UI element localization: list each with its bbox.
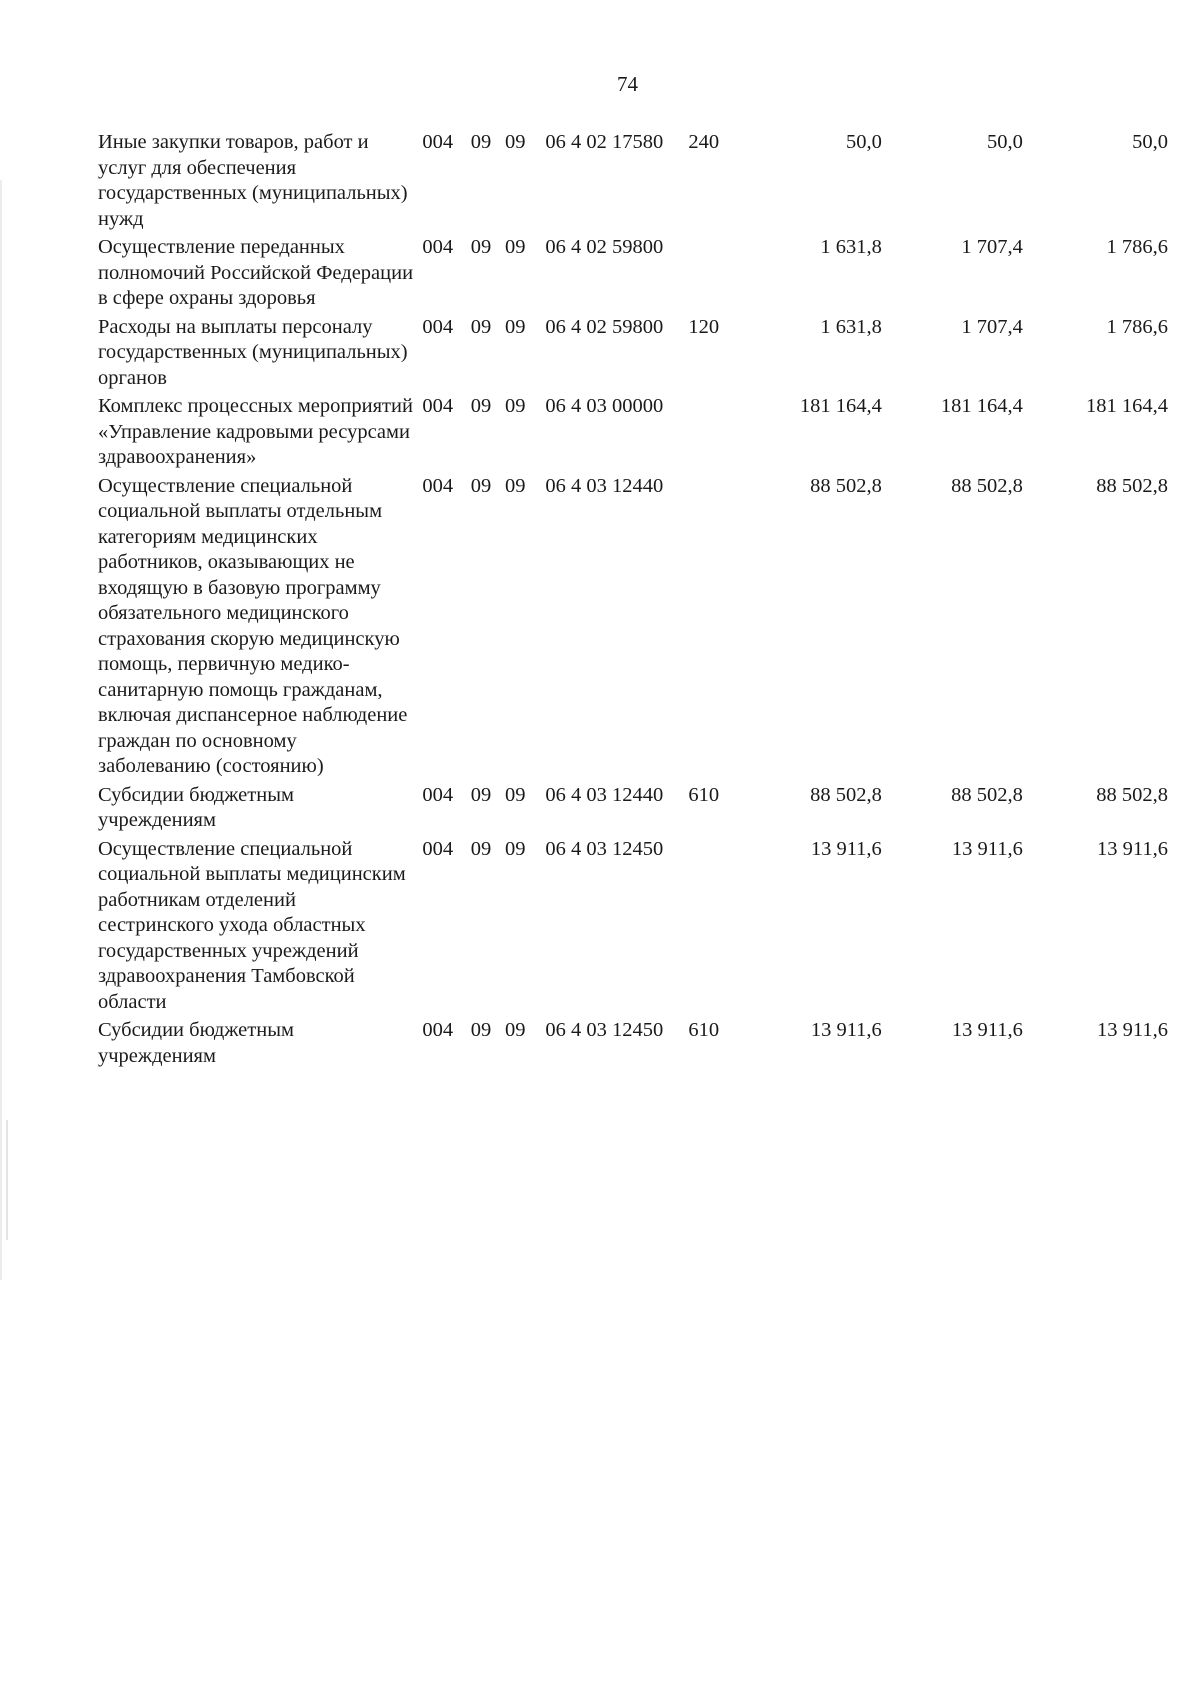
expense-type-code: 240 <box>688 131 720 153</box>
section-code: 09 <box>470 236 492 258</box>
table-body <box>98 130 1168 1072</box>
section-code: 09 <box>470 474 492 497</box>
expense-name: Иные закупки товаров, работ и услуг для обеспечения государственных (муниципальных) нужд <box>98 131 408 230</box>
budget-table <box>98 130 1168 1072</box>
table-row <box>98 474 1168 783</box>
amount-year-2: 88 502,8 <box>951 474 1023 497</box>
subsection-code: 09 <box>505 783 526 806</box>
expense-name: Осуществление переданных полномочий Российской Федерации в сфере охраны здоровья <box>98 236 414 309</box>
amount-year-1: 181 164,4 <box>799 395 882 417</box>
subsection-code: 09 <box>505 1019 526 1041</box>
section-code: 09 <box>470 783 492 806</box>
table-row <box>98 783 1168 837</box>
target-article-code: 06 4 03 12440 <box>545 474 664 497</box>
table-row <box>98 315 1168 395</box>
target-article-code: 06 4 02 59800 <box>545 236 664 258</box>
expense-type-code <box>688 394 750 474</box>
section-code: 09 <box>470 1019 492 1041</box>
section-code: 09 <box>470 131 492 153</box>
amount-year-3: 1 786,6 <box>1106 315 1168 338</box>
expense-name: Расходы на выплаты персоналу государственных (муниципальных) органов <box>98 315 408 389</box>
ministry-code: 004 <box>422 783 454 806</box>
expense-name: Осуществление специальной социальной выплаты отдельным категориям медицинских работников, оказывающих не входящую в базовую программу обязательного медицинского страхования скорую медицинскую помощь, первичную медико-санитарную помощь гражданам, включая диспансерное наблюдение граждан по основному заболеванию (состоянию) <box>98 474 408 777</box>
table-row <box>98 394 1168 474</box>
amount-year-2: 1 707,4 <box>961 315 1023 338</box>
ministry-code: 004 <box>422 395 454 417</box>
amount-year-1: 50,0 <box>845 131 882 153</box>
amount-year-1: 13 911,6 <box>810 837 882 860</box>
scan-edge-mark <box>6 1120 8 1240</box>
amount-year-2: 13 911,6 <box>951 837 1023 860</box>
table-row <box>98 130 1168 235</box>
target-article-code: 06 4 03 12450 <box>545 1019 664 1041</box>
amount-year-3: 181 164,4 <box>1086 395 1168 417</box>
amount-year-3: 13 911,6 <box>1097 1019 1168 1041</box>
section-code: 09 <box>470 837 492 860</box>
table-row <box>98 1018 1168 1072</box>
target-article-code: 06 4 03 12440 <box>545 783 664 806</box>
amount-year-3: 50,0 <box>1132 131 1168 153</box>
ministry-code: 004 <box>422 315 454 338</box>
target-article-code: 06 4 02 17580 <box>545 131 664 153</box>
target-article-code: 06 4 03 12450 <box>545 837 664 860</box>
amount-year-1: 1 631,8 <box>820 236 882 258</box>
amount-year-2: 50,0 <box>986 131 1023 153</box>
expense-type-code <box>688 235 750 315</box>
subsection-code: 09 <box>505 236 526 258</box>
amount-year-3: 1 786,6 <box>1106 236 1168 258</box>
ministry-code: 004 <box>422 837 454 860</box>
expense-type-code: 120 <box>688 315 720 338</box>
scan-edge-mark <box>0 180 2 1280</box>
page-number: 74 <box>617 72 638 96</box>
expense-type-code <box>688 474 750 783</box>
amount-year-2: 1 707,4 <box>961 236 1023 258</box>
amount-year-2: 13 911,6 <box>951 1019 1023 1041</box>
amount-year-1: 88 502,8 <box>810 474 882 497</box>
subsection-code: 09 <box>505 315 526 338</box>
amount-year-1: 1 631,8 <box>820 315 882 338</box>
amount-year-2: 181 164,4 <box>940 395 1023 417</box>
expense-type-code <box>688 837 750 1019</box>
amount-year-3: 88 502,8 <box>1096 474 1168 497</box>
ministry-code: 004 <box>422 236 454 258</box>
target-article-code: 06 4 03 00000 <box>545 395 664 417</box>
ministry-code: 004 <box>422 131 454 153</box>
ministry-code: 004 <box>422 1019 454 1041</box>
section-code: 09 <box>470 395 492 417</box>
subsection-code: 09 <box>505 395 526 417</box>
table-row <box>98 235 1168 315</box>
table-row <box>98 837 1168 1019</box>
ministry-code: 004 <box>422 474 454 497</box>
amount-year-1: 13 911,6 <box>810 1019 882 1041</box>
expense-name: Осуществление специальной социальной выплаты медицинским работникам отделений сестринского ухода областных государственных учреждений здравоохранения Тамбовской области <box>98 837 406 1013</box>
amount-year-2: 88 502,8 <box>951 783 1023 806</box>
expense-name: Комплекс процессных мероприятий «Управление кадровыми ресурсами здравоохранения» <box>98 395 413 468</box>
expense-name: Субсидии бюджетным учреждениям <box>98 1019 294 1067</box>
subsection-code: 09 <box>505 474 526 497</box>
expense-type-code: 610 <box>688 783 720 806</box>
subsection-code: 09 <box>505 837 526 860</box>
expense-type-code: 610 <box>688 1019 720 1041</box>
section-code: 09 <box>470 315 492 338</box>
amount-year-3: 88 502,8 <box>1096 783 1168 806</box>
target-article-code: 06 4 02 59800 <box>545 315 664 338</box>
amount-year-1: 88 502,8 <box>810 783 882 806</box>
amount-year-3: 13 911,6 <box>1097 837 1168 860</box>
expense-name: Субсидии бюджетным учреждениям <box>98 783 294 831</box>
subsection-code: 09 <box>505 131 526 153</box>
